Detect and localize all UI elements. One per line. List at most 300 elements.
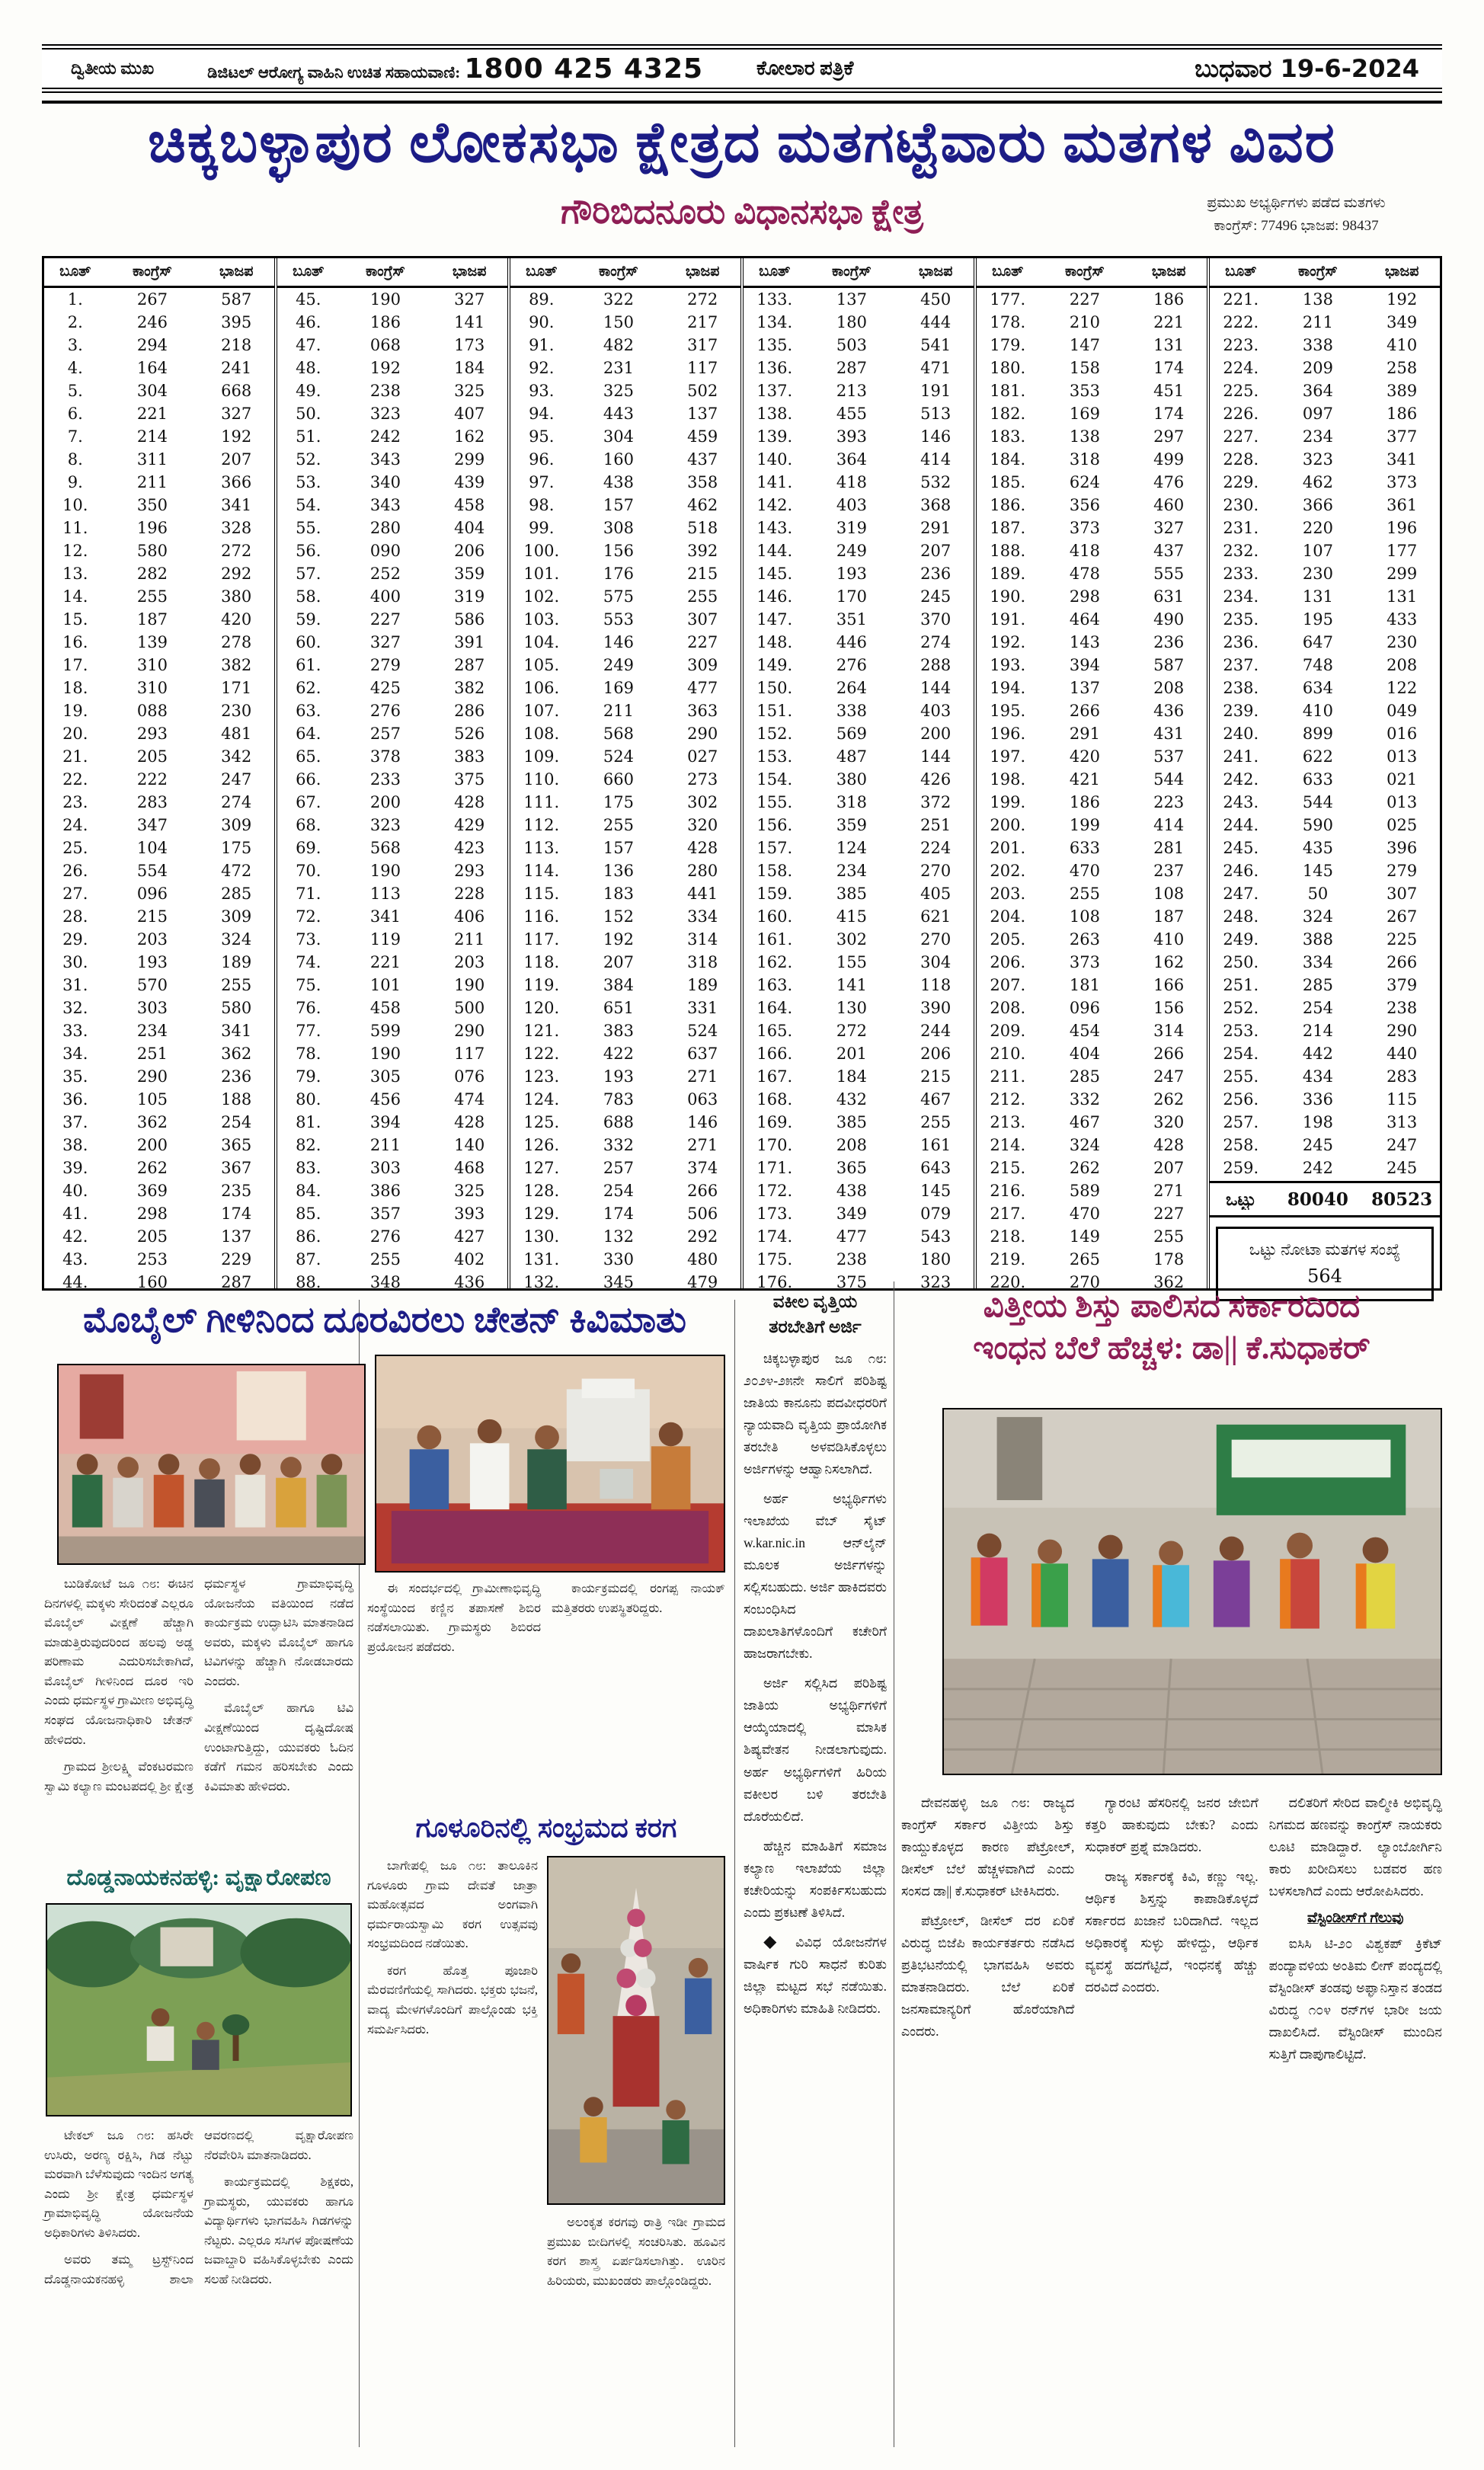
booth-cell: 217. — [990, 1205, 1026, 1223]
booth-cell: 229. — [1223, 473, 1259, 491]
bjp-cell: 141 — [454, 313, 485, 331]
bjp-cell: 389 — [1386, 382, 1418, 400]
booth-cell: 115. — [523, 885, 560, 903]
vote-row — [510, 1225, 740, 1248]
tree-photo-illustration — [47, 1905, 350, 2115]
vote-row — [1210, 517, 1440, 539]
bjp-cell: 287 — [454, 656, 485, 674]
vote-row — [44, 974, 274, 997]
congress-cell: 246 — [136, 313, 168, 331]
booth-cell: 243. — [1223, 793, 1259, 811]
booth-cell: 131. — [523, 1250, 560, 1269]
vote-row — [277, 471, 507, 494]
vote-row — [1210, 631, 1440, 654]
photo-eye-checkup-camp — [375, 1355, 725, 1573]
bjp-cell: 076 — [454, 1067, 485, 1086]
booth-cell: 15. — [62, 610, 88, 629]
bjp-cell: 472 — [221, 862, 252, 880]
vote-table-header — [977, 258, 1207, 288]
body-paragraph: ಕರಗ ಹೊತ್ತ ಪೂಜಾರಿ ಮೆರವಣಿಗೆಯಲ್ಲಿ ಸಾಗಿದರು. ಭಕ್ತರು ಭಜನೆ, ವಾದ್ಯ ಮೇಳಗಳೊಂದಿಗೆ ಪಾಲ್ಗೊಂಡು ಭಕ್ತಿ ಸಮರ್ಪಿಸಿದರು. — [367, 1963, 538, 2036]
booth-cell: 80. — [296, 1090, 321, 1109]
booth-cell: 1. — [67, 290, 83, 309]
booth-cell: 120. — [523, 999, 560, 1017]
vote-row — [1210, 608, 1440, 631]
congress-cell: 633 — [1069, 839, 1100, 857]
bjp-cell: 317 — [687, 336, 718, 354]
vote-row — [1210, 928, 1440, 951]
congress-cell: 156 — [603, 542, 634, 560]
vakila-title-line1: ವಕೀಲ ವೃತ್ತಿಯ — [772, 1292, 858, 1311]
body-paragraph: ಕಾರ್ಯಕ್ರಮದಲ್ಲಿ ರಂಗಪ್ಪ ನಾಯಕ್ ಮತ್ತಿತರರು ಉಪಸ್ಥಿತರಿದ್ದರು. — [552, 1581, 725, 1615]
congress-cell: 068 — [369, 336, 401, 354]
bjp-cell: 314 — [687, 930, 718, 949]
booth-cell: 159. — [756, 885, 793, 903]
congress-cell: 332 — [1069, 1090, 1100, 1109]
congress-cell: 285 — [1069, 1067, 1100, 1086]
bjp-cell: 319 — [454, 587, 485, 606]
vote-row — [44, 859, 274, 882]
bjp-cell: 391 — [454, 633, 485, 651]
congress-cell: 201 — [836, 1045, 867, 1063]
congress-cell: 446 — [836, 633, 867, 651]
congress-cell: 343 — [369, 496, 401, 514]
congress-cell: 325 — [603, 382, 634, 400]
booth-cell: 219. — [990, 1250, 1026, 1269]
bjp-cell: 406 — [454, 907, 485, 926]
bjp-cell: 363 — [687, 702, 718, 720]
booth-cell: 85. — [296, 1205, 321, 1223]
vote-row — [44, 905, 274, 928]
booth-cell: 36. — [62, 1090, 88, 1109]
congress-cell: 280 — [369, 519, 401, 537]
congress-cell: 633 — [1302, 770, 1333, 789]
bjp-cell: 327 — [221, 405, 252, 423]
bjp-cell: 368 — [920, 496, 951, 514]
body-paragraph: ಹೆಚ್ಚಿನ ಮಾಹಿತಿಗೆ ಸಮಾಜ ಕಲ್ಯಾಣ ಇಲಾಖೆಯ ಜಿಲ್ಲಾ ಕಚೇರಿಯನ್ನು ಸಂಪರ್ಕಿಸಬಹುದು ಎಂದು ಪ್ರಕಟಣೆ ತಿಳಿಸಿದೆ. — [744, 1838, 887, 1920]
booth-cell: 135. — [756, 336, 793, 354]
vote-row — [744, 1065, 974, 1088]
karaga-below-photo-text — [547, 2212, 725, 2290]
vote-row — [277, 928, 507, 951]
booth-cell: 58. — [296, 587, 321, 606]
congress-cell: 209 — [1302, 359, 1333, 377]
vote-row — [44, 677, 274, 699]
vote-row — [277, 699, 507, 722]
bjp-cell: 580 — [221, 999, 252, 1017]
vote-row — [44, 539, 274, 562]
congress-cell: 310 — [136, 679, 168, 697]
candidate-votes-note — [1150, 192, 1442, 238]
vote-row — [1210, 539, 1440, 562]
booth-cell: 253. — [1223, 1022, 1259, 1040]
congress-cell: 152 — [603, 907, 634, 926]
booth-cell: 56. — [296, 542, 321, 560]
vote-row — [44, 791, 274, 814]
vote-row — [510, 859, 740, 882]
congress-cell: 190 — [369, 290, 401, 309]
bjp-cell: 292 — [687, 1227, 718, 1246]
total-label: ಒಟ್ಟು — [1226, 1189, 1256, 1210]
booth-cell: 145. — [756, 565, 793, 583]
booth-cell: 128. — [523, 1182, 560, 1200]
bjp-cell: 379 — [1386, 976, 1418, 994]
photo-bjp-protest — [942, 1408, 1442, 1775]
congress-cell: 251 — [136, 1045, 168, 1063]
bjp-cell: 171 — [221, 679, 252, 697]
bjp-cell: 190 — [454, 976, 485, 994]
bjp-cell: 292 — [221, 565, 252, 583]
vote-row — [1210, 859, 1440, 882]
vote-row — [1210, 837, 1440, 859]
article-vakila-title — [744, 1289, 887, 1340]
booth-cell: 181. — [990, 382, 1026, 400]
vote-row — [1210, 951, 1440, 974]
congress-cell: 210 — [1069, 313, 1100, 331]
congress-cell: 364 — [1302, 382, 1333, 400]
bjp-cell: 272 — [221, 542, 252, 560]
body-paragraph: ಅರ್ಹ ಅಭ್ಯರ್ಥಿಗಳು ಇಲಾಖೆಯ ವೆಬ್ ಸೈಟ್ w.kar.nic.in ಆನ್‌ಲೈನ್ ಮೂಲಕ ಅರ್ಜಿಗಳನ್ನು ಸಲ್ಲಿಸಬಹುದು. ಅರ್ಜಿ ಹಾಕಿದವರು ಸಂಬಂಧಿಸಿದ ದಾಖಲಾತಿಗಳೊಂದಿಗೆ ಕಚೇರಿಗೆ ಹಾಜರಾಗಬೇಕು. — [744, 1490, 887, 1662]
vote-row — [277, 1088, 507, 1111]
booth-cell: 165. — [756, 1022, 793, 1040]
karaga-right-column — [547, 1856, 725, 2447]
congress-cell: 298 — [1069, 587, 1100, 606]
bjp-cell: 177 — [1386, 542, 1418, 560]
vote-table-header — [44, 258, 274, 288]
congress-cell: 088 — [136, 702, 168, 720]
vote-row — [510, 1248, 740, 1271]
booth-cell: 37. — [62, 1113, 88, 1131]
bjp-cell: 468 — [454, 1159, 485, 1177]
bjp-cell: 207 — [1153, 1159, 1185, 1177]
vote-row — [1210, 882, 1440, 905]
bjp-cell: 325 — [454, 382, 485, 400]
bjp-cell: 221 — [1153, 313, 1185, 331]
vote-row — [977, 379, 1207, 402]
booth-cell: 22. — [62, 770, 88, 789]
bjp-cell: 362 — [221, 1045, 252, 1063]
vote-row — [510, 928, 740, 951]
bjp-cell: 161 — [920, 1136, 951, 1154]
vote-row — [44, 517, 274, 539]
booth-cell: 167. — [756, 1067, 793, 1086]
bjp-cell: 331 — [687, 999, 718, 1017]
bjp-cell: 341 — [221, 1022, 252, 1040]
congress-cell: 403 — [836, 496, 867, 514]
vote-row — [1210, 974, 1440, 997]
booth-cell: 89. — [529, 290, 555, 309]
vote-table-header-cell: ಕಾಂಗ್ರೆಸ್ — [832, 264, 872, 280]
bjp-cell: 236 — [920, 565, 951, 583]
vote-row — [744, 1179, 974, 1202]
congress-cell: 104 — [136, 839, 168, 857]
congress-cell: 327 — [369, 633, 401, 651]
congress-cell: 400 — [369, 587, 401, 606]
congress-cell: 214 — [1302, 1022, 1333, 1040]
booth-cell: 147. — [756, 610, 793, 629]
congress-cell: 467 — [1069, 1113, 1100, 1131]
booth-cell: 47. — [296, 336, 321, 354]
bjp-cell: 186 — [1386, 405, 1418, 423]
booth-cell: 202. — [990, 862, 1026, 880]
vote-row — [510, 1271, 740, 1294]
bjp-cell: 479 — [687, 1273, 718, 1291]
bjp-cell: 025 — [1386, 816, 1418, 834]
booth-cell: 74. — [296, 953, 321, 971]
bjp-cell: 543 — [920, 1227, 951, 1246]
congress-cell: 356 — [1069, 496, 1100, 514]
bjp-cell: 309 — [687, 656, 718, 674]
vote-row — [44, 1065, 274, 1088]
congress-cell: 200 — [369, 793, 401, 811]
congress-cell: 170 — [836, 587, 867, 606]
vote-row — [44, 882, 274, 905]
bjp-cell: 325 — [454, 1182, 485, 1200]
congress-cell: 193 — [836, 565, 867, 583]
congress-cell: 282 — [136, 565, 168, 583]
bjp-cell: 244 — [920, 1022, 951, 1040]
bjp-cell: 524 — [687, 1022, 718, 1040]
bjp-cell: 334 — [687, 907, 718, 926]
booth-cell: 209. — [990, 1022, 1026, 1040]
vote-row — [744, 654, 974, 677]
bjp-cell: 323 — [920, 1273, 951, 1291]
congress-cell: 308 — [603, 519, 634, 537]
bjp-cell: 238 — [1386, 999, 1418, 1017]
bjp-cell: 474 — [454, 1090, 485, 1109]
vote-row — [510, 1088, 740, 1111]
congress-cell: 138 — [1069, 427, 1100, 446]
booth-cell: 111. — [523, 793, 560, 811]
vote-row — [277, 494, 507, 517]
congress-cell: 238 — [369, 382, 401, 400]
congress-cell: 279 — [369, 656, 401, 674]
congress-cell: 242 — [369, 427, 401, 446]
camp-photo-illustration — [376, 1356, 724, 1571]
vote-row — [510, 608, 740, 631]
vote-row — [744, 494, 974, 517]
congress-cell: 254 — [603, 1182, 634, 1200]
vote-row — [1210, 379, 1440, 402]
vote-row — [1210, 357, 1440, 379]
booth-cell: 16. — [62, 633, 88, 651]
bjp-cell: 115 — [1386, 1090, 1418, 1109]
booth-cell: 184. — [990, 450, 1026, 469]
bjp-cell: 367 — [221, 1159, 252, 1177]
bjp-cell: 309 — [221, 816, 252, 834]
congress-cell: 599 — [369, 1022, 401, 1040]
vote-total-row — [1210, 1181, 1440, 1217]
congress-cell: 304 — [603, 427, 634, 446]
congress-cell: 334 — [1302, 953, 1333, 971]
booth-cell: 203. — [990, 885, 1026, 903]
booth-cell: 150. — [756, 679, 793, 697]
booth-cell: 254. — [1223, 1045, 1259, 1063]
vote-row — [44, 1225, 274, 1248]
bjp-cell: 436 — [1153, 702, 1185, 720]
body-paragraph: ಬಾಗೇಪಲ್ಲಿ ಜೂ ೧೮: ತಾಲೂಕಿನ ಗೂಳೂರು ಗ್ರಾಮ ದೇವತೆ ಜಾತ್ರಾ ಮಹೋತ್ಸವದ ಅಂಗವಾಗಿ ಧರ್ಮರಾಯಸ್ವಾಮಿ ಕರಗ ಉತ್ಸವವು ಸಂಭ್ರಮದಿಂದ ನಡೆಯಿತು. — [367, 1858, 538, 1951]
article-karaga-headline: ಗೂಳೂರಿನಲ್ಲಿ ಸಂಭ್ರಮದ ಕರಗ — [415, 1813, 677, 1843]
bjp-cell: 532 — [920, 473, 951, 491]
congress-cell: 458 — [369, 999, 401, 1017]
vote-table-header-cell: ಬೂತ್ — [59, 264, 91, 280]
booth-cell: 152. — [756, 725, 793, 743]
vote-row — [744, 951, 974, 974]
vote-row — [1210, 699, 1440, 722]
congress-cell: 287 — [836, 359, 867, 377]
vote-row — [510, 905, 740, 928]
bjp-cell: 297 — [1153, 427, 1185, 446]
bjp-cell: 396 — [1386, 839, 1418, 857]
congress-cell: 180 — [836, 313, 867, 331]
congress-cell: 214 — [136, 427, 168, 446]
booth-cell: 168. — [756, 1090, 793, 1109]
vote-row — [744, 745, 974, 768]
bjp-cell: 349 — [1386, 313, 1418, 331]
vote-table-header-cell: ಬೂತ್ — [526, 264, 558, 280]
vote-row — [744, 699, 974, 722]
vote-table-group — [507, 258, 740, 1291]
congress-cell: 276 — [369, 702, 401, 720]
vote-row — [744, 608, 974, 631]
vote-row — [1210, 1157, 1440, 1179]
vote-table-group — [274, 258, 507, 1291]
congress-cell: 323 — [369, 816, 401, 834]
bjp-cell: 137 — [687, 405, 718, 423]
bjp-cell: 290 — [454, 1022, 485, 1040]
vote-row — [510, 1157, 740, 1179]
vote-row — [44, 288, 274, 311]
vote-row — [1210, 288, 1440, 311]
bjp-cell: 108 — [1153, 885, 1185, 903]
booth-cell: 8. — [67, 450, 83, 469]
booth-cell: 188. — [990, 542, 1026, 560]
vote-row — [744, 517, 974, 539]
vote-table-header-cell: ಬೂತ್ — [759, 264, 791, 280]
bjp-cell: 215 — [687, 565, 718, 583]
bjp-cell: 235 — [221, 1182, 252, 1200]
congress-cell: 365 — [836, 1159, 867, 1177]
booth-cell: 164. — [756, 999, 793, 1017]
bjp-cell: 499 — [1153, 450, 1185, 469]
vote-row — [744, 562, 974, 585]
vote-table-header — [510, 258, 740, 288]
booth-cell: 113. — [523, 839, 560, 857]
bjp-cell: 341 — [221, 496, 252, 514]
vote-row — [977, 1179, 1207, 1202]
congress-cell: 338 — [836, 702, 867, 720]
vote-row — [977, 494, 1207, 517]
vote-row — [277, 722, 507, 745]
congress-cell: 340 — [369, 473, 401, 491]
congress-cell: 388 — [1302, 930, 1333, 949]
vote-row — [277, 1248, 507, 1271]
booth-cell: 84. — [296, 1182, 321, 1200]
vote-row — [44, 1111, 274, 1134]
bjp-cell: 270 — [920, 930, 951, 949]
booth-cell: 91. — [529, 336, 555, 354]
vote-row — [277, 1111, 507, 1134]
vote-row — [44, 699, 274, 722]
congress-cell: 200 — [136, 1136, 168, 1154]
lead-subheadline: ಗೌರಿಬಿದನೂರು ವಿಧಾನಸಭಾ ಕ್ಷೇತ್ರ — [561, 193, 923, 231]
congress-cell: 255 — [369, 1250, 401, 1269]
booth-cell: 178. — [990, 313, 1026, 331]
booth-cell: 121. — [523, 1022, 560, 1040]
bjp-cell: 271 — [687, 1136, 718, 1154]
vote-row — [277, 791, 507, 814]
vote-row — [1210, 562, 1440, 585]
booth-cell: 176. — [756, 1273, 793, 1291]
vote-row — [510, 951, 740, 974]
booth-cell: 170. — [756, 1136, 793, 1154]
bjp-cell: 230 — [1386, 633, 1418, 651]
vote-row — [277, 905, 507, 928]
body-paragraph: ಕಾರ್ಯಕ್ರಮದಲ್ಲಿ ಶಿಕ್ಷಕರು, ಗ್ರಾಮಸ್ಥರು, ಯುವಕರು ಹಾಗೂ ವಿದ್ಯಾರ್ಥಿಗಳು ಭಾಗವಹಿಸಿ ಗಿಡಗಳನ್ನು ನೆಟ್ಟರು. ಎಲ್ಲರೂ ಸಸಿಗಳ ಪೋಷಣೆಯ ಜವಾಬ್ದಾರಿ ವಹಿಸಿಕೊಳ್ಳಬೇಕು ಎಂದು ಸಲಹೆ ನೀಡಿದರು. — [204, 2174, 353, 2286]
bjp-cell: 428 — [454, 1113, 485, 1131]
congress-cell: 318 — [836, 793, 867, 811]
vote-row — [44, 334, 274, 357]
fuel-column-1 — [901, 1792, 1074, 2447]
bjp-cell: 173 — [454, 336, 485, 354]
bjp-cell: 192 — [221, 427, 252, 446]
congress-cell: 181 — [1069, 976, 1100, 994]
vote-row — [977, 837, 1207, 859]
booth-cell: 191. — [990, 610, 1026, 629]
congress-cell: 353 — [1069, 382, 1100, 400]
article-karaga-body — [367, 1856, 725, 2447]
vote-row — [977, 357, 1207, 379]
bjp-cell: 175 — [221, 839, 252, 857]
congress-cell: 302 — [836, 930, 867, 949]
booth-cell: 258. — [1223, 1136, 1259, 1154]
vote-row — [1210, 425, 1440, 448]
bjp-cell: 459 — [687, 427, 718, 446]
booth-cell: 149. — [756, 656, 793, 674]
bjp-cell: 382 — [454, 679, 485, 697]
congress-cell: 524 — [603, 747, 634, 766]
bjp-cell: 358 — [687, 473, 718, 491]
booth-cell: 218. — [990, 1227, 1026, 1246]
vote-row — [277, 654, 507, 677]
congress-cell: 456 — [369, 1090, 401, 1109]
booth-cell: 67. — [296, 793, 321, 811]
vote-row — [744, 859, 974, 882]
booth-cell: 3. — [67, 336, 83, 354]
congress-cell: 748 — [1302, 656, 1333, 674]
vote-table-header-cell: ಭಾಜಪ — [918, 264, 953, 280]
booth-cell: 42. — [62, 1227, 88, 1246]
congress-cell: 238 — [836, 1250, 867, 1269]
congress-cell: 132 — [603, 1227, 634, 1246]
bjp-cell: 187 — [1153, 907, 1185, 926]
congress-cell: 187 — [136, 610, 168, 629]
vote-row — [44, 357, 274, 379]
vote-table-header — [744, 258, 974, 288]
article-mobile-headline: ಮೊಬೈಲ್ ಗೀಳಿನಿಂದ ದೂರವಿರಲು ಚೇತನ್ ಕಿವಿಮಾತು — [83, 1301, 686, 1340]
congress-cell: 215 — [136, 907, 168, 926]
congress-cell: 464 — [1069, 610, 1100, 629]
vote-table-header-cell: ಕಾಂಗ್ರೆಸ್ — [1065, 264, 1105, 280]
bjp-cell: 481 — [221, 725, 252, 743]
vote-table-header-cell: ಕಾಂಗ್ರೆಸ್ — [366, 264, 405, 280]
bjp-cell: 403 — [920, 702, 951, 720]
booth-cell: 232. — [1223, 542, 1259, 560]
congress-cell: 336 — [1302, 1090, 1333, 1109]
booth-cell: 2. — [67, 313, 83, 331]
congress-cell: 097 — [1302, 405, 1333, 423]
booth-cell: 205. — [990, 930, 1026, 949]
vote-row — [977, 791, 1207, 814]
